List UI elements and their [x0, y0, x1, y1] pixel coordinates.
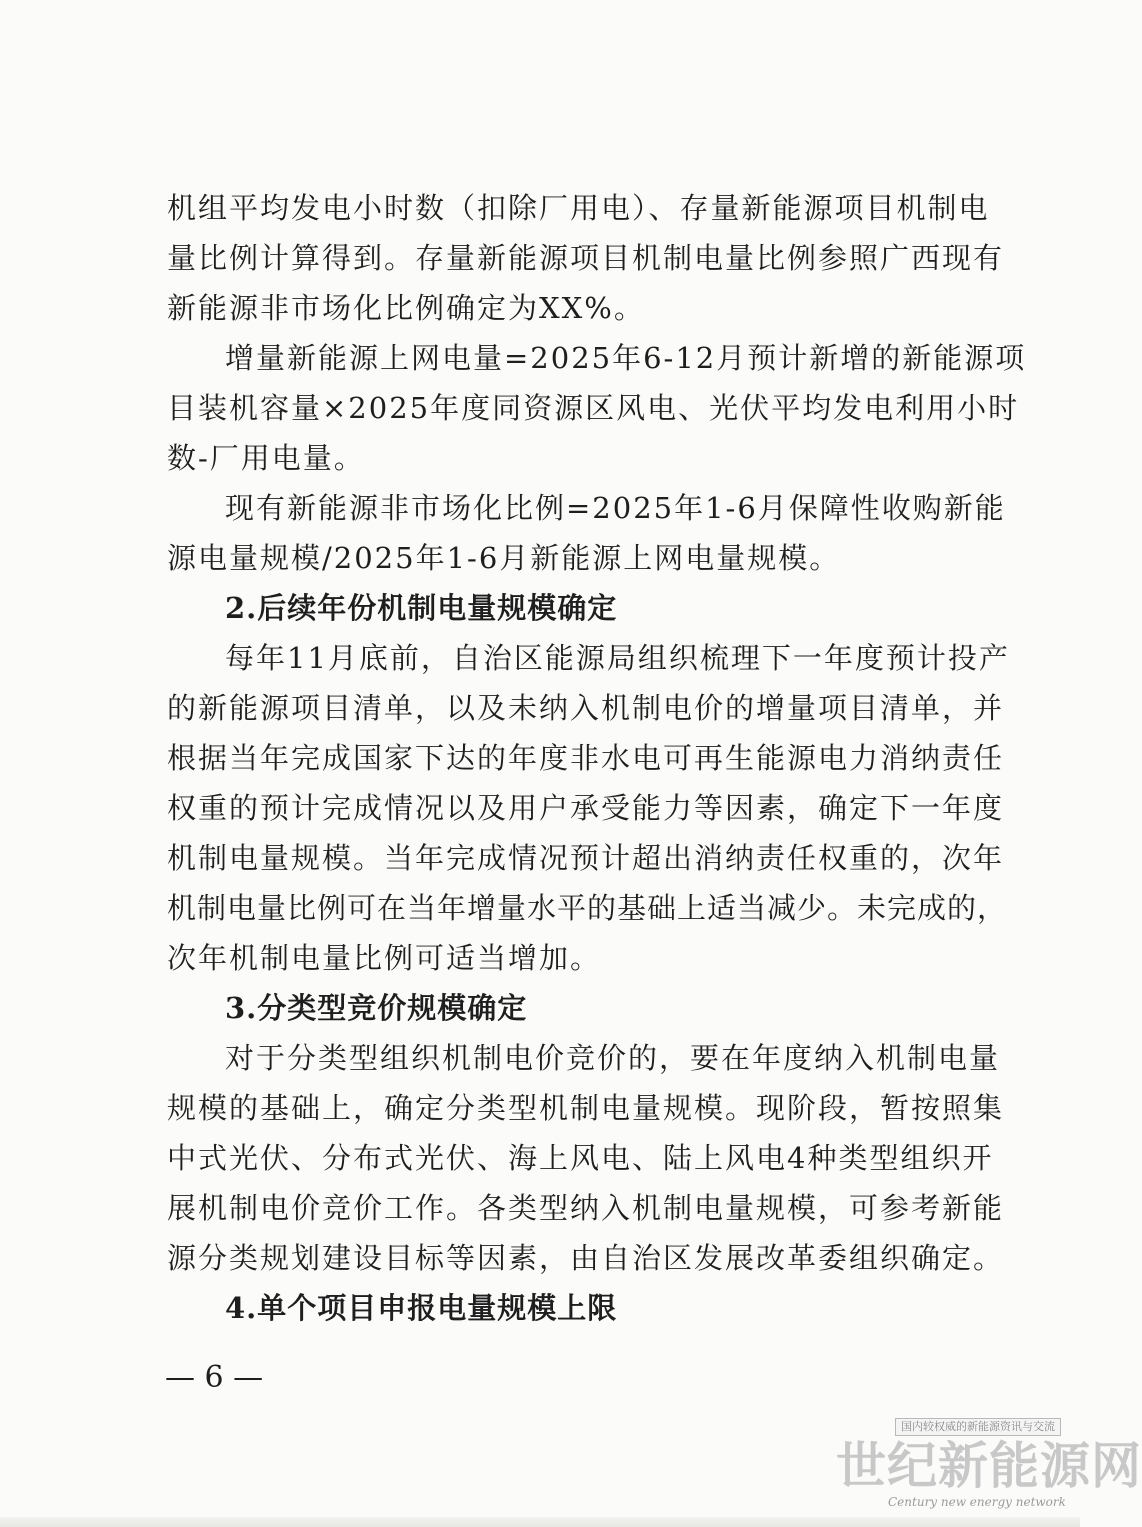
body-line: 源电量规模/2025年1-6月新能源上网电量规模。: [167, 541, 841, 575]
body-line: 中式光伏、分布式光伏、海上风电、陆上风电4种类型组织开: [167, 1141, 994, 1175]
body-line: 机制电量规模。当年完成情况预计超出消纳责任权重的，次年: [167, 841, 1005, 875]
section-heading-3: 3.分类型竞价规模确定: [225, 991, 528, 1025]
body-line: 现有新能源非市场化比例=2025年1-6月保障性收购新能: [225, 491, 1006, 525]
page-bottom-edge: [0, 1517, 1080, 1527]
body-line: 源分类规划建设目标等因素，由自治区发展改革委组织确定。: [167, 1241, 1005, 1275]
section-heading-4: 4.单个项目申报电量规模上限: [225, 1291, 618, 1325]
page-number: — 6 —: [165, 1360, 264, 1395]
body-line: 新能源非市场化比例确定为XX%。: [167, 291, 645, 325]
body-line: 对于分类型组织机制电价竞价的，要在年度纳入机制电量: [225, 1041, 1001, 1075]
body-line: 的新能源项目清单，以及未纳入机制电价的增量项目清单，并: [167, 691, 1005, 725]
body-line: 每年11月底前，自治区能源局组织梳理下一年度预计投产: [225, 641, 1010, 675]
body-line: 目装机容量×2025年度同资源区风电、光伏平均发电利用小时: [167, 391, 1020, 425]
body-line: 根据当年完成国家下达的年度非水电可再生能源电力消纳责任: [167, 741, 1005, 775]
watermark-logo-text: 世纪新能源网: [836, 1437, 1142, 1495]
body-line: 规模的基础上，确定分类型机制电量规模。现阶段，暂按照集: [167, 1091, 1005, 1125]
watermark-tagline: 国内较权威的新能源资讯与交流: [895, 1418, 1061, 1436]
body-line: 展机制电价竞价工作。各类型纳入机制电量规模，可参考新能: [167, 1191, 1005, 1225]
body-line: 量比例计算得到。存量新能源项目机制电量比例参照广西现有: [167, 241, 1005, 275]
body-line: 机组平均发电小时数（扣除厂用电）、存量新能源项目机制电: [167, 191, 990, 225]
body-line: 权重的预计完成情况以及用户承受能力等因素，确定下一年度: [167, 791, 1005, 825]
body-line: 数-厂用电量。: [167, 441, 365, 475]
section-heading-2: 2.后续年份机制电量规模确定: [225, 591, 618, 625]
body-line: 次年机制电量比例可适当增加。: [167, 941, 602, 975]
body-line: 机制电量比例可在当年增量水平的基础上适当减少。未完成的，: [167, 891, 1008, 925]
watermark-subtitle: Century new energy network: [888, 1495, 1066, 1509]
body-line: 增量新能源上网电量=2025年6-12月预计新增的新能源项: [225, 341, 1027, 375]
